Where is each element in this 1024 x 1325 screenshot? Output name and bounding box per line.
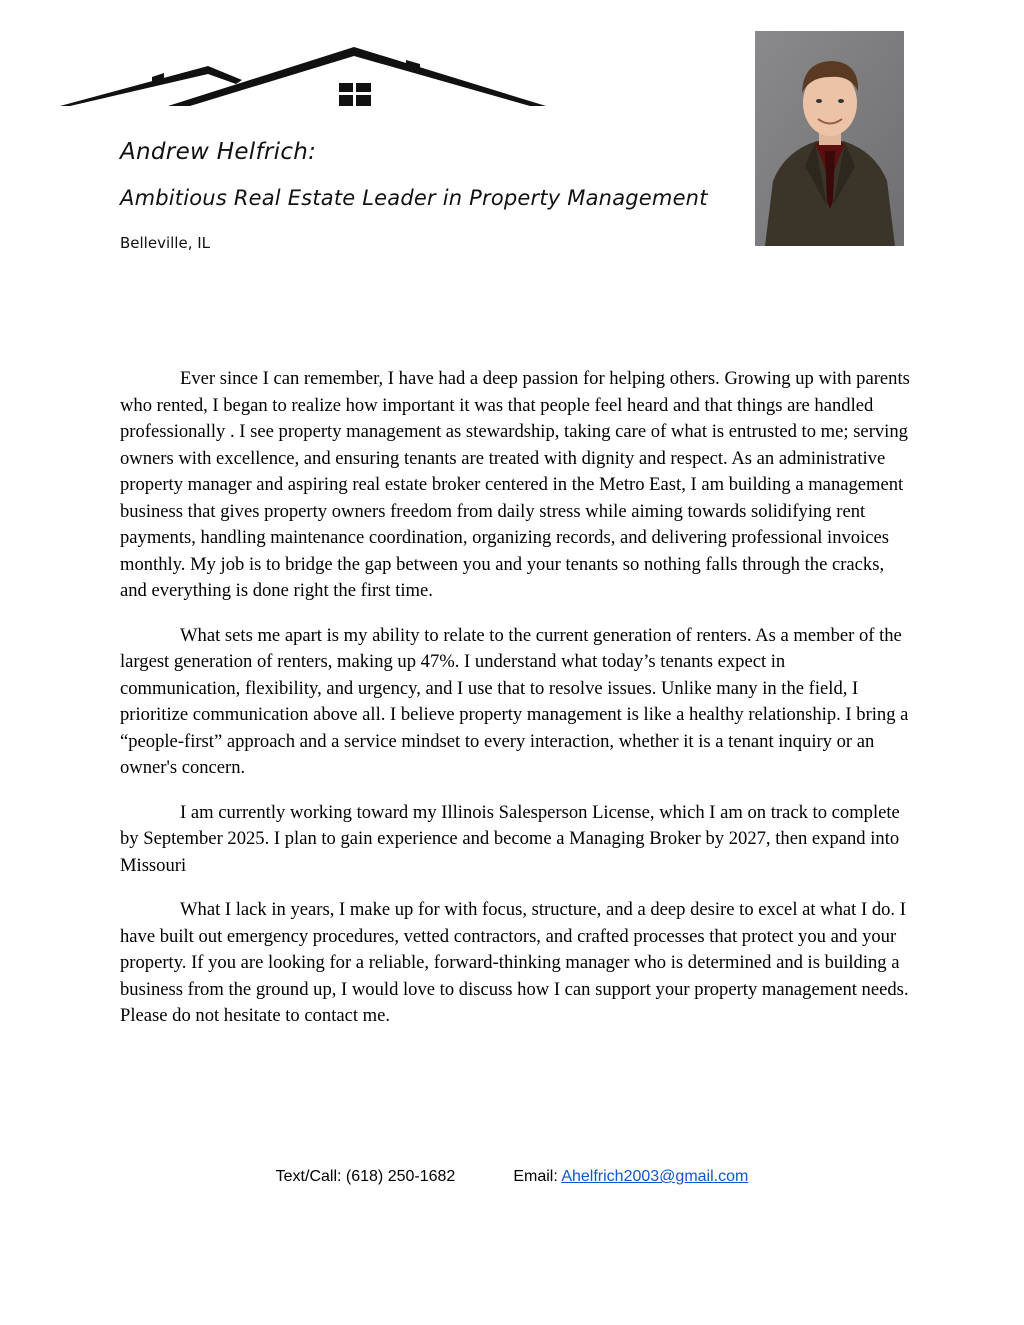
email-link[interactable]: Ahelfrich2003@gmail.com	[561, 1168, 749, 1185]
applicant-location: Belleville, IL	[120, 234, 211, 252]
email-label: Email:	[513, 1168, 562, 1185]
letter-paragraph: What sets me apart is my ability to relate to the current generation of renters. As a member of the largest generation of renters, making up 47%. I understand what today’s tenants expect in communication, flexibility, and urgency, and I use that to resolve issues. Unlike many in the field, I prioritize communication above all. I believe property management is like a healthy relationship. I bring a “people-first” approach and a service mindset to every interaction, whether it is a tenant inquiry or an owner's concern.	[120, 624, 909, 778]
contact-footer	[0, 1168, 1024, 1186]
phone-contact: Text/Call: (618) 250-1682	[275, 1168, 456, 1185]
house-rooftops-logo	[60, 44, 546, 110]
letter-body	[120, 366, 910, 1048]
headshot-photo	[755, 31, 904, 246]
letter-paragraph: I am currently working toward my Illinois Salesperson License, which I am on track to complete by September 2025. I plan to gain experience and become a Managing Broker by 2027, then expand into Missouri	[120, 801, 900, 876]
letter-paragraph: Ever since I can remember, I have had a deep passion for helping others. Growing up with parents who rented, I began to realize how important it was that people feel heard and that things are handled professionally . I see property management as stewardship, taking care of what is entrusted to me; serving owners with excellence, and ensuring tenants are treated with dignity and respect. As an administrative property manager and aspiring real estate broker centered in the Metro East, I am building a management business that gives property owners freedom from daily stress while aiming towards solidifying rent payments, handling maintenance coordination, organizing records, and delivering professional invoices monthly. My job is to bridge the gap between you and your tenants so nothing falls through the cracks, and everything is done right the first time.	[120, 368, 910, 601]
applicant-name: Andrew Helfrich:	[120, 139, 317, 165]
applicant-title: Ambitious Real Estate Leader in Property Management	[120, 186, 708, 210]
letter-paragraph: What I lack in years, I make up for with focus, structure, and a deep desire to excel at what I do. I have built out emergency procedures, vetted contractors, and crafted processes that protect you and your property. If you are looking for a reliable, forward-thinking manager who is determined and is building a business from the ground up, I would love to discuss how I can support your property management needs. Please do not hesitate to contact me.	[120, 899, 909, 1026]
